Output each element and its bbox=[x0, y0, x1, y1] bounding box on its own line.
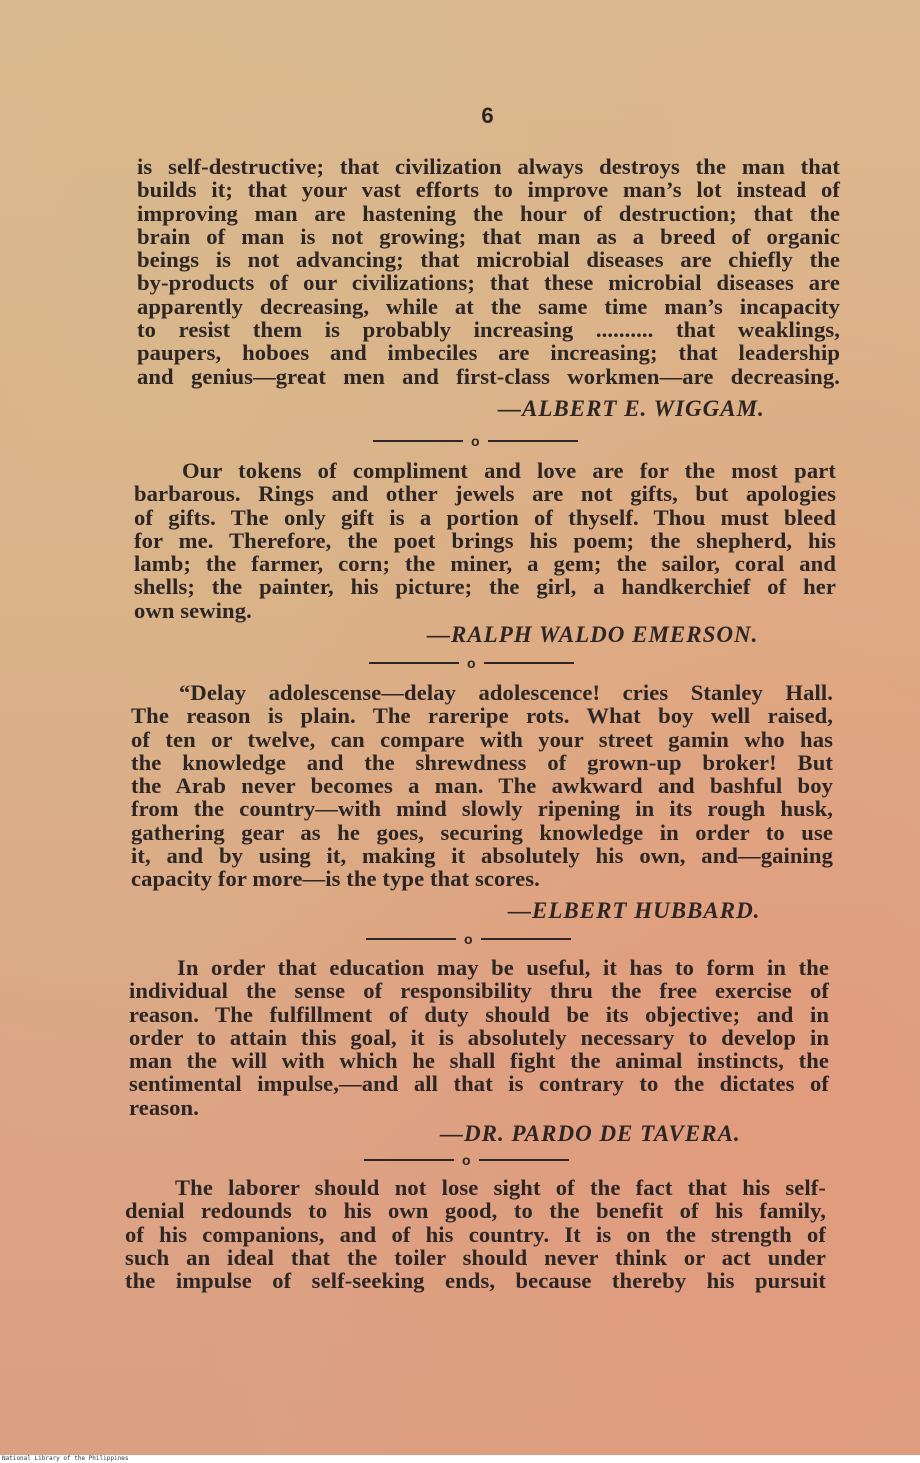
attribution-emerson: —RALPH WALDO EMERSON. bbox=[427, 622, 759, 647]
divider-rule bbox=[484, 662, 574, 664]
text-line: to resist them is probably increasing .......... that weaklings, bbox=[137, 317, 840, 343]
section-divider bbox=[369, 653, 574, 673]
divider-rule bbox=[479, 1159, 569, 1161]
text-line: by-products of our civilizations; that these microbial diseases are bbox=[137, 270, 840, 296]
text-line: reason. bbox=[129, 1094, 199, 1120]
attribution-tavera: —DR. PARDO DE TAVERA. bbox=[440, 1121, 741, 1146]
text-line: builds it; that your vast efforts to improve man’s lot instead of bbox=[137, 177, 840, 203]
text-line: beings is not advancing; that microbial diseases are chiefly the bbox=[137, 247, 840, 273]
text-line: the Arab never becomes a man. The awkward and bashful boy bbox=[131, 773, 833, 799]
text-line: of ten or twelve, can compare with your street gamin who has bbox=[131, 726, 833, 752]
text-line: reason. The fulfillment of duty should be its objective; and in bbox=[129, 1001, 829, 1027]
text-line: is self-destructive; that civilization always destroys the man that bbox=[137, 154, 840, 179]
text-line: own sewing. bbox=[134, 597, 252, 623]
text-line: and genius—great men and first-class workmen—are decreasing. bbox=[137, 363, 840, 389]
text-line: capacity for more—is the type that scores. bbox=[131, 866, 540, 892]
section-divider bbox=[373, 431, 578, 451]
divider-rule bbox=[481, 938, 571, 940]
divider-rule bbox=[366, 938, 456, 940]
divider-ornament: o bbox=[471, 433, 480, 449]
passage-tavera bbox=[129, 956, 829, 1119]
text-line: from the country—with mind slowly ripening in its rough husk, bbox=[131, 796, 833, 822]
text-line: apparently decreasing, while at the same time man’s incapacity bbox=[137, 293, 840, 319]
page-number: 6 bbox=[481, 103, 494, 128]
divider-ornament: o bbox=[464, 931, 473, 947]
text-line: paupers, hoboes and imbeciles are increasing; that leadership bbox=[137, 340, 840, 366]
text-line: such an ideal that the toiler should never think or act under bbox=[125, 1244, 826, 1270]
divider-rule bbox=[488, 440, 578, 442]
text-line: Our tokens of compliment and love are for the most part bbox=[182, 458, 836, 483]
text-line: lamb; the farmer, corn; the miner, a gem; the sailor, coral and bbox=[134, 551, 836, 577]
footer-strip bbox=[0, 1455, 920, 1463]
text-line: order to attain this goal, it is absolutely necessary to develop in bbox=[129, 1024, 829, 1050]
attribution-wiggam: —ALBERT E. WIGGAM. bbox=[498, 396, 765, 421]
divider-rule bbox=[364, 1159, 454, 1161]
passage-wiggam bbox=[137, 155, 840, 388]
text-line: individual the sense of responsibility thru the free exercise of bbox=[129, 978, 829, 1004]
text-line: the impulse of self-seeking ends, because thereby his pursuit bbox=[125, 1268, 826, 1294]
text-line: for me. Therefore, the poet brings his poem; the shepherd, his bbox=[134, 527, 836, 553]
section-divider bbox=[366, 929, 571, 949]
text-line: barbarous. Rings and other jewels are not gifts, but apologies bbox=[134, 481, 836, 507]
text-line: The reason is plain. The rareripe rots. What boy well raised, bbox=[131, 703, 833, 729]
text-line: In order that education may be useful, it has to form in the bbox=[177, 955, 829, 980]
text-line: of gifts. The only gift is a portion of thyself. Thou must bleed bbox=[134, 504, 836, 530]
text-line: shells; the painter, his picture; the girl, a handkerchief of her bbox=[134, 574, 836, 600]
divider-ornament: o bbox=[462, 1152, 471, 1168]
passage-emerson bbox=[134, 459, 836, 622]
section-divider bbox=[364, 1150, 569, 1170]
text-line: gathering gear as he goes, securing knowledge in order to use bbox=[131, 819, 833, 845]
text-line: “Delay adolescense—delay adolescence! cries Stanley Hall. bbox=[179, 680, 833, 705]
divider-rule bbox=[373, 440, 463, 442]
attribution-hubbard: —ELBERT HUBBARD. bbox=[508, 898, 761, 923]
text-line: denial redounds to his own good, to the benefit of his family, bbox=[125, 1198, 826, 1224]
divider-rule bbox=[369, 662, 459, 664]
passage-laborer bbox=[125, 1176, 826, 1292]
text-line: sentimental impulse,—and all that is contrary to the dictates of bbox=[129, 1071, 829, 1097]
passage-hubbard bbox=[131, 681, 833, 891]
text-line: it, and by using it, making it absolutely his own, and—gaining bbox=[131, 843, 833, 869]
text-line: brain of man is not growing; that man as a breed of organic bbox=[137, 223, 840, 249]
text-line: improving man are hastening the hour of destruction; that the bbox=[137, 200, 840, 226]
text-line: man the will with which he shall fight the animal instincts, the bbox=[129, 1048, 829, 1074]
text-line: the knowledge and the shrewdness of grown-up broker! But bbox=[131, 749, 833, 775]
text-line: of his companions, and of his country. It is on the strength of bbox=[125, 1221, 826, 1247]
text-line: The laborer should not lose sight of the fact that his self- bbox=[175, 1175, 826, 1200]
footer-credit: National Library of the Philippines bbox=[2, 1455, 129, 1462]
divider-ornament: o bbox=[467, 655, 476, 671]
